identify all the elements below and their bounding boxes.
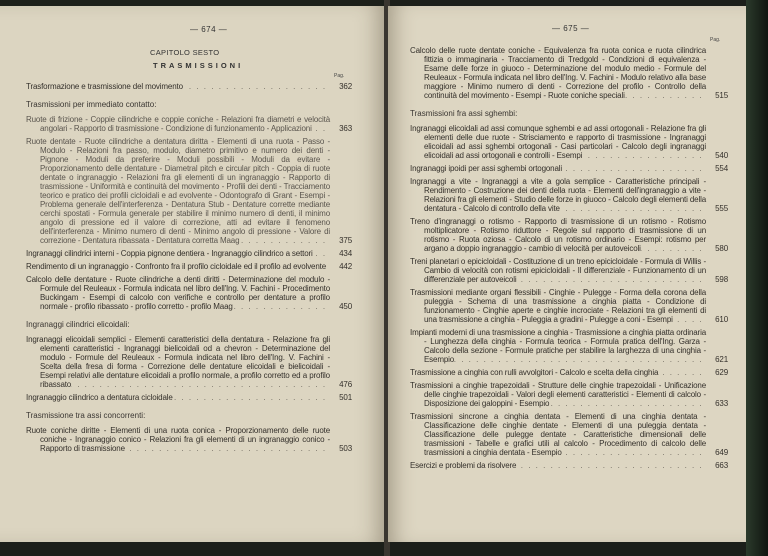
entry-text: Ingranaggi elicoidali semplici - Elementi caratteristici della dentatura - Relazione fra gli elementi caratteristici - Ingranaggi bielicoidali od a chevron - Determinazione del modulo - Formule del Reuleaux - Formula indicata nel libro dell'Ing. V. Fachini - Scelta della fresa di forma - Correzione delle dentature elicoidali e bielicoidali - Esempi relativi alle dentature elicoidali a profilo normale, a profilo corretto ed a profilo ribassato xyxy=(26,335,330,389)
entry-page: 621 xyxy=(712,355,728,364)
entry-page: 375 xyxy=(336,236,352,245)
toc-entry xyxy=(410,124,728,160)
book-cover-edge xyxy=(746,0,768,556)
entry-page: 363 xyxy=(336,124,352,133)
pag-label: Pag. xyxy=(334,73,345,79)
toc-entry xyxy=(26,335,352,389)
toc-entry xyxy=(26,82,352,91)
entry-page: 554 xyxy=(712,164,728,173)
entry-page: 610 xyxy=(712,315,728,324)
entry-text: Treni planetari o epicicloidali - Costituzione di un treno epicicloidale - Formula di Willis - Cambio di velocità con rotismi epicicloidali - Il differenziale - Funzionamento di un differenziale per autoveicoli xyxy=(410,257,706,284)
left-page xyxy=(0,6,386,542)
toc-entry xyxy=(410,257,728,284)
entry-page: 476 xyxy=(336,380,352,389)
entry-text: Ingranaggi cilindrici interni - Coppia pignone dentiera - Ingranaggio cilindrico a settori xyxy=(26,249,313,258)
entry-page: 442 xyxy=(336,262,352,271)
toc-list-right xyxy=(410,46,728,474)
entry-page: 503 xyxy=(336,444,352,453)
right-page xyxy=(388,6,746,542)
toc-entry xyxy=(26,115,352,133)
toc-entry xyxy=(26,262,352,271)
entry-page: 649 xyxy=(712,448,728,457)
entry-text: Trasformazione e trasmissione del movimento xyxy=(26,82,183,91)
toc-entry xyxy=(410,217,728,253)
entry-page: 663 xyxy=(712,461,728,470)
chapter-title: TRASMISSIONI xyxy=(153,61,244,70)
entry-text: Calcolo delle ruote dentate coniche - Equivalenza fra ruota conica e ruota cilindrica fittizia o immaginaria - Tracciamento di Tredgold - Condizioni di equivalenza - Esame delle forze in giuoco - Determinazione del modulo medio - Formule del Reuleaux - Formula indicata nel libro dell'Ing. V. Fachini - Modulo relativo alla base maggiore - Minimo numero di denti - Correzione del profilo - Controllo della continuità del movimento - Esempi - Ruote coniche speciali xyxy=(410,46,706,100)
entry-page: 515 xyxy=(712,91,728,100)
chapter-label: CAPITOLO SESTO xyxy=(150,48,220,57)
entry-text: Impianti moderni di una trasmissione a cinghia - Trasmissione a cinghia piatta ordinaria - Lunghezza della cinghia - Formula teorica - Formula pratica dell'Ing. Garza - Calcolo della sezione - Formule pratiche per stabilire la larghezza di una cinghia - Esempio xyxy=(410,328,706,364)
entry-page: 540 xyxy=(712,151,728,160)
toc-entry xyxy=(410,461,728,470)
entry-text: Ruote coniche diritte - Elementi di una ruota conica - Proporzionamento delle ruote coniche - Ingranaggio conico - Relazioni fra gli elementi di un ingranaggio conico - Rapporto di trasmissione xyxy=(26,426,330,453)
toc-entry xyxy=(410,164,728,173)
toc-entry xyxy=(410,381,728,408)
entry-page: 362 xyxy=(336,82,352,91)
toc-entry xyxy=(410,46,728,100)
entry-text: Rendimento di un ingranaggio - Confronto fra il profilo cicloidale ed il profilo ad evolvente xyxy=(26,262,327,271)
entry-page: 629 xyxy=(712,368,728,377)
entry-text: Ingranaggi a vite - Ingranaggi a vite a gola semplice - Caratteristiche principali - Rendimento - Costruzione dei denti della ruota - Elementi dell'ingranaggio a vite - Relazioni fra gli elementi - Studio delle forze in giuoco - Calcolo degli elementi della dentatura - Calcolo di controllo della vite xyxy=(410,177,706,213)
page-number-right: — 675 — xyxy=(552,24,590,33)
entry-page: 633 xyxy=(712,399,728,408)
toc-entry xyxy=(26,393,352,402)
toc-entry xyxy=(410,412,728,457)
entry-page: 450 xyxy=(336,302,352,311)
entry-text: Calcolo delle dentature - Ruote cilindriche a denti diritti - Determinazione del modulo - Formule del Reuleaux - Formula indicata nel libro dell'Ing. V. Fachini - Procedimento Buckingam - Esempi di calcolo con verifiche e controllo per dentature a profilo normale - profilo ribassato - profilo corretto - profilo Maag xyxy=(26,275,330,311)
toc-entry xyxy=(26,426,352,453)
section-heading: Trasmissione tra assi concorrenti: xyxy=(26,411,146,420)
entry-text: Trasmissioni a cinghie trapezoidali - Strutture delle cinghie trapezoidali - Unificazione delle cinghie trapezoidali - Valori degli elementi caratteristici - Elementi di calcolo - Disposizione dei galoppini - Esempio xyxy=(410,381,706,408)
entry-page: 580 xyxy=(712,244,728,253)
toc-entry xyxy=(410,177,728,213)
entry-page: 501 xyxy=(336,393,352,402)
entry-text: Trasmissioni sincrone a cinghia dentata - Elementi di una cinghia dentata - Classificazione delle cinghie dentate - Elementi di una puleggia dentata - Classificazione delle pulegge dentate - Caratteristiche dimensionali delle trasmissioni - Tabelle e grafici utili al calcolo - Procedimento di calcolo delle trasmissioni a cinghia dentata - Esempio xyxy=(410,412,706,457)
entry-text: Esercizi e problemi da risolvere xyxy=(410,461,517,470)
section-heading: Trasmissioni per immediato contatto: xyxy=(26,100,157,109)
toc-entry xyxy=(410,368,728,377)
entry-text: Ruote di frizione - Coppie cilindriche e coppie coniche - Relazioni fra diametri e velocità angolari - Rapporto di trasmissione - Condizione di funzionamento - Applicazioni xyxy=(26,115,330,133)
section-heading: Trasmissioni fra assi sghembi: xyxy=(410,109,518,118)
entry-page: 555 xyxy=(712,204,728,213)
entry-page: 598 xyxy=(712,275,728,284)
pag-label: Pag. xyxy=(710,37,721,43)
entry-text: Ingranaggio cilindrico a dentatura cicloidale xyxy=(26,393,173,402)
section-heading: Ingranaggi cilindrici elicoidali: xyxy=(26,320,130,329)
entry-text: Trasmissione a cinghia con rulli avvolgitori - Calcolo e scelta della cinghia xyxy=(410,368,659,377)
toc-list-left xyxy=(26,82,352,457)
entry-text: Ingranaggi elicoidali ad assi comunque sghembi e ad assi ortogonali - Relazione fra gli elementi delle due ruote - Strisciamento e rapporto di trasmissione - Ingranaggi elicoidali ad assi sghembi ortogonali - Casi particolari - Calcolo degli ingranaggi elicoidali ad assi ortogonali e controlli - Esempi xyxy=(410,124,706,160)
toc-entry xyxy=(26,137,352,245)
page-number-left: — 674 — xyxy=(190,25,228,34)
entry-text: Ruote dentate - Ruote cilindriche a dentatura diritta - Elementi di una ruota - Passo - Modulo - Relazioni fra passo, modulo, diametro primitivo e numero dei denti - Pignone - Moduli da preferire - Moduli possibili - Moduli da evitare - Proporzionamento delle dentature - Diametral pitch e circular pitch - Coppia di ruote dentate o ingranaggio - Relazioni fra gli elementi di un ingranaggio - Rapporto di trasmissione - Uniformità e continuità del movimento - Profili dei denti - Tracciamento teorico e pratico dei profili cicloidali e ad evolvente - Odontografo di Grant - Esempi - Problema generale dell'interferenza - Dentatura Stub - Dentature corrette mediante cerchi spostati - Formula generale per stabilire il minimo numero di denti, il minimo angolo di pressione ed il valore di correzione, atti ad evitare il fenomeno dell'interferenza - Minimo numero di denti - Minimo angolo di pressione - Valore di correzione - Dentatura ribassata - Dentatura corretta Maag xyxy=(26,137,330,245)
entry-page: 434 xyxy=(336,249,352,258)
entry-text: Ingranaggi ipoidi per assi sghembi ortogonali xyxy=(410,164,563,173)
entry-text: Treno d'ingranaggi o rotismo - Rapporto di trasmissione di un rotismo - Rotismo moltiplicatore - Rotismo riduttore - Regole sul rapporto di trasmissione di un rotismo - Ruota oziosa - Calcolo di un rotismo ordinario - Esempi: rotismo per argano a doppio ingranaggio - cambio di velocità per autoveicoli xyxy=(410,217,706,253)
toc-entry xyxy=(410,328,728,364)
toc-entry xyxy=(26,249,352,258)
entry-text: Trasmissioni mediante organi flessibili - Cinghie - Pulegge - Forma della corona della puleggia - Schema di una trasmissione a cinghia piatta - Condizione di funzionamento - Cinghie aperte e cinghie incrociate - Relazioni tra gli elementi di una trasmissione a cinghia - Puleggia a gradini - Pulegge a coni - Esempi xyxy=(410,288,706,324)
toc-entry xyxy=(26,275,352,311)
toc-entry xyxy=(410,288,728,324)
